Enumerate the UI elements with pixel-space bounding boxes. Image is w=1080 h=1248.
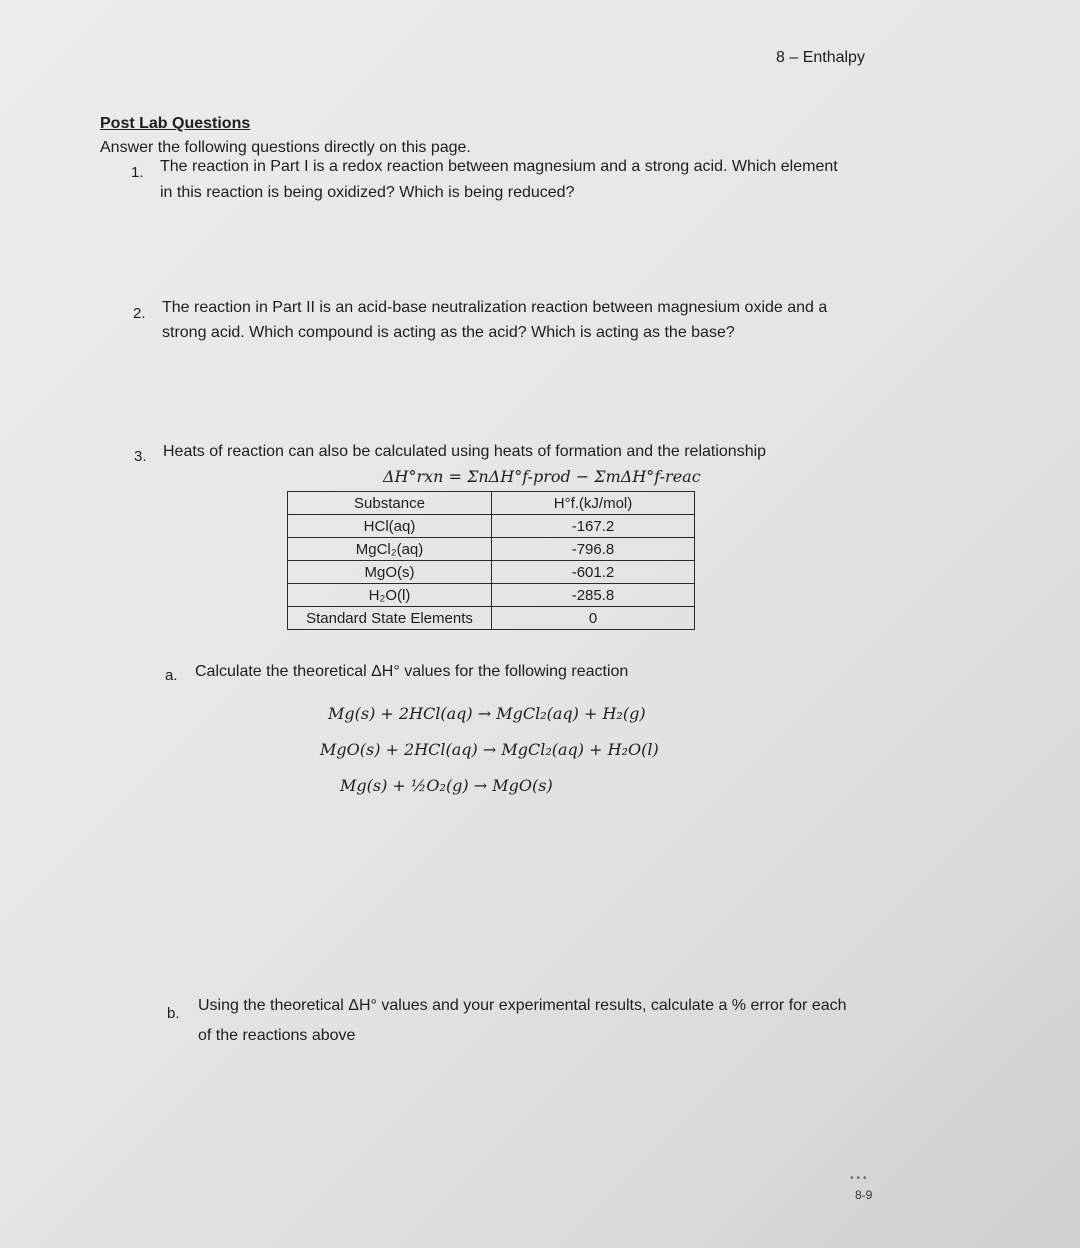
question-1-number: 1. [131, 164, 144, 181]
substance-cell: MgO(s) [288, 561, 492, 584]
question-2-line-2: strong acid. Which compound is acting as the acid? Which is acting as the base? [162, 324, 735, 341]
part-a-text: Calculate the theoretical ΔH° values for the following reaction [195, 663, 629, 680]
part-b-line-2: of the reactions above [198, 1027, 356, 1044]
chapter-header: 8 – Enthalpy [776, 49, 865, 66]
table-row [288, 561, 695, 584]
question-1-line-2: in this reaction is being oxidized? Which is being reduced? [160, 184, 575, 201]
reaction-3-equation: Mg(s) + ½O₂(g) → MgO(s) [340, 776, 553, 795]
substance-cell: Standard State Elements [288, 607, 492, 630]
part-a-label: a. [165, 667, 178, 684]
table-header-row [288, 492, 695, 515]
substance-cell: H₂O(l) [288, 584, 492, 607]
hf-value-cell: -796.8 [492, 538, 695, 561]
table-header-substance: Substance [288, 492, 492, 515]
substance-cell: MgCl₂(aq) [288, 538, 492, 561]
question-2-line-1: The reaction in Part II is an acid-base neutralization reaction between magnesium oxide and a [162, 299, 828, 316]
hf-value-cell: -167.2 [492, 515, 695, 538]
question-3-number: 3. [134, 448, 147, 465]
hf-value-cell: -601.2 [492, 561, 695, 584]
hf-value-cell: 0 [492, 607, 695, 630]
part-b-label: b. [167, 1005, 180, 1022]
question-2-number: 2. [133, 305, 146, 322]
table-header-hf: H°f.(kJ/mol) [492, 492, 695, 515]
table-row [288, 538, 695, 561]
reaction-2-equation: MgO(s) + 2HCl(aq) → MgCl₂(aq) + H₂O(l) [320, 740, 659, 759]
table-row [288, 584, 695, 607]
substance-cell: HCl(aq) [288, 515, 492, 538]
table-row [288, 607, 695, 630]
enthalpy-relationship-equation: ΔH°rxn = ΣnΔH°f-prod − ΣmΔH°f-reac [383, 467, 701, 486]
section-title: Post Lab Questions [100, 115, 251, 132]
page-number: 8-9 [855, 1188, 873, 1202]
part-b-line-1: Using the theoretical ΔH° values and your experimental results, calculate a % error for each [198, 997, 847, 1014]
heats-of-formation-table [287, 491, 695, 630]
table-row [288, 515, 695, 538]
page-marker-dots: ••• [850, 1173, 870, 1184]
question-1-line-1: The reaction in Part I is a redox reaction between magnesium and a strong acid. Which element [160, 158, 838, 175]
hf-value-cell: -285.8 [492, 584, 695, 607]
question-3-line-1: Heats of reaction can also be calculated using heats of formation and the relationship [163, 443, 767, 460]
instructions-text: Answer the following questions directly on this page. [100, 139, 471, 156]
reaction-1-equation: Mg(s) + 2HCl(aq) → MgCl₂(aq) + H₂(g) [328, 704, 646, 723]
